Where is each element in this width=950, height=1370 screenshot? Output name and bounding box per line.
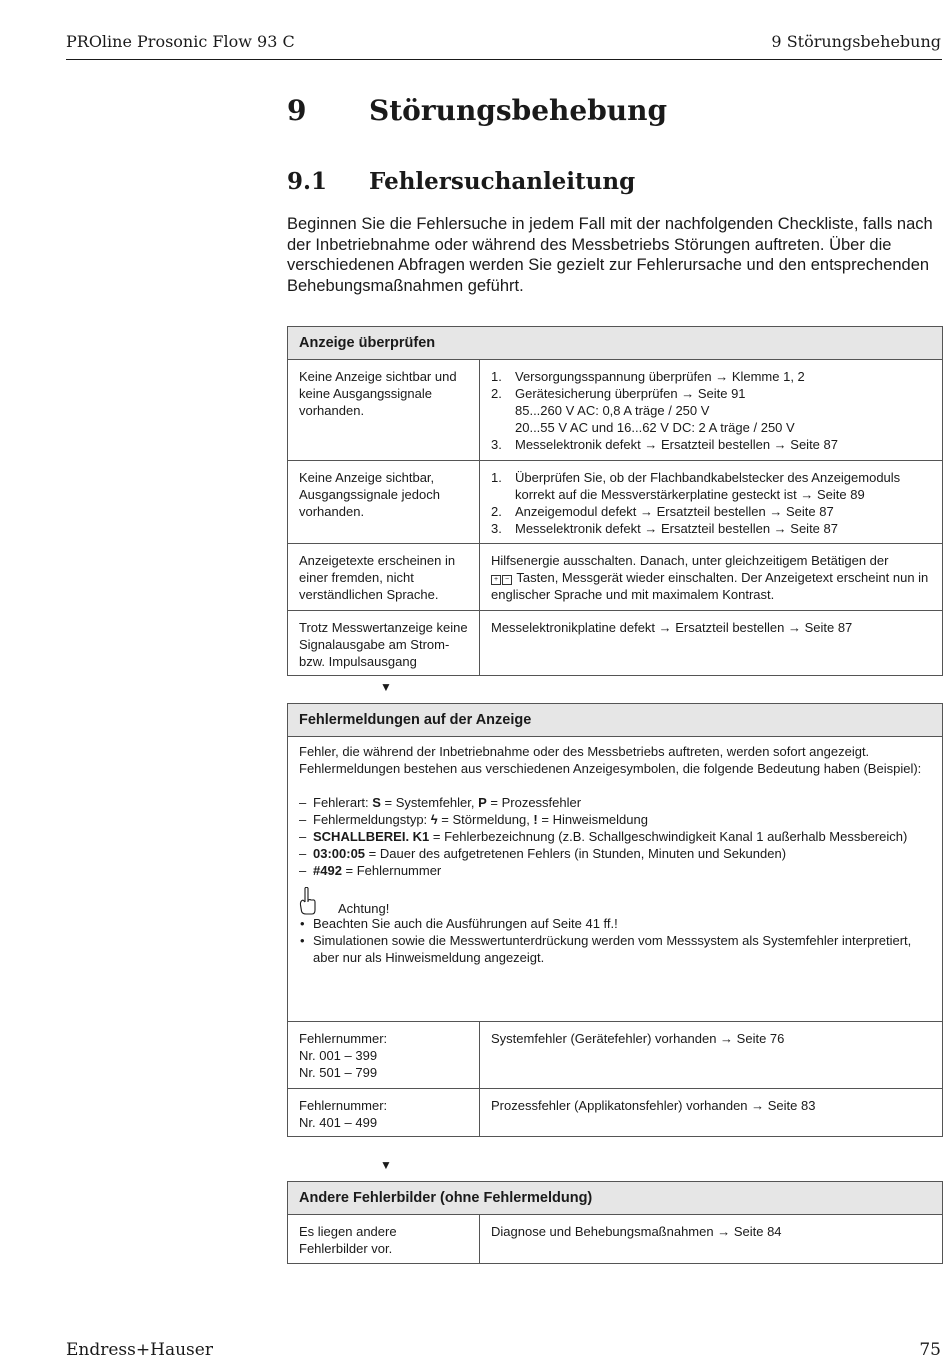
flow-arrow-down-icon: ▼ — [380, 1158, 392, 1172]
step-item: 3. Messelektronik defekt → Ersatzteil bestellen → Seite 87 — [491, 437, 838, 452]
box-title: Anzeige überprüfen — [288, 327, 942, 360]
step-item: 1. Versorgungsspannung überprüfen → Klemme 1, 2 — [491, 369, 805, 384]
footer-brand-logo: Endress+Hauser — [66, 1340, 213, 1360]
note-title: Achtung! — [338, 901, 390, 916]
symptom-cell: Keine Anzeige sichtbar, Ausgangssignale jedoch vorhanden. — [288, 461, 480, 543]
box-title: Fehlermeldungen auf der Anzeige — [288, 704, 942, 737]
heading-1-title: Störungsbehebung — [369, 94, 668, 127]
error-number-cell: Fehlernummer: Nr. 001 – 399 Nr. 501 – 799 — [288, 1022, 480, 1088]
box-title: Andere Fehlerbilder (ohne Fehlermeldung) — [288, 1182, 942, 1215]
symbol-list-item: – #492 = Fehlernummer — [299, 863, 442, 878]
remedy-cell: Hilfsenergie ausschalten. Danach, unter gleichzeitigem Betätigen der + − Tasten, Messgerät wieder einschalten. Der Anzeigetext erscheint nun in englischer Sprache und mit maximalem Kontrast. — [491, 553, 929, 602]
symbol-list — [299, 794, 931, 879]
table-row — [288, 360, 942, 460]
header-section: 9 Störungsbehebung — [771, 32, 941, 51]
minus-key-icon: − — [502, 575, 512, 585]
symbol-list-item: – 03:00:05 = Dauer des aufgetretenen Fehlers (in Stunden, Minuten und Sekunden) — [299, 846, 787, 861]
intro-paragraph: Beginnen Sie die Fehlersuche in jedem Fall mit der nachfolgenden Checkliste, falls nach der Inbetriebnahme oder während des Messbetriebs Störungen auftreten. Über die verschiedenen Abfragen werden Sie gezielt zur Fehlerursache und den entsprechenden Behebungsmaßnahmen geführt. — [287, 215, 933, 295]
error-explanation — [288, 737, 942, 1021]
table-row — [288, 610, 942, 675]
symbol-list-item: – Fehlerart: S = Systemfehler, P = Prozessfehler — [299, 795, 582, 810]
step-item: 2. Gerätesicherung überprüfen → Seite 91 85...260 V AC: 0,8 A träge / 250 V 20...55 V AC und 16...62 V DC: 2 A träge / 250 V — [491, 386, 795, 435]
step-item: 1. Überprüfen Sie, ob der Flachbandkabelstecker des Anzeigemoduls korrekt auf die Messverstärkerplatine gesteckt ist → Seite 89 — [491, 470, 901, 502]
note-item: • Simulationen sowie die Messwertunterdrückung werden vom Messsystem als Systemfehler interpretiert, aber nur als Hinweismeldung angezeigt. — [300, 933, 912, 965]
symptom-cell: Es liegen andere Fehlerbilder vor. — [288, 1215, 480, 1263]
symptom-cell: Keine Anzeige sichtbar und keine Ausgangssignale vorhanden. — [288, 360, 480, 460]
pointing-hand-icon — [299, 887, 317, 915]
page-number: 75 — [919, 1340, 941, 1360]
symbol-list-item: – SCHALLBEREI. K1 = Fehlerbezeichnung (z.B. Schallgeschwindigkeit Kanal 1 außerhalb Messbereich) — [299, 829, 908, 844]
header-rule — [66, 59, 942, 60]
check-box-display — [287, 326, 943, 676]
heading-1-number: 9 — [287, 94, 307, 127]
check-box-error-messages — [287, 703, 943, 1137]
heading-2-title: Fehlersuchanleitung — [369, 168, 636, 195]
error-number-cell: Fehlernummer: Nr. 401 – 499 — [288, 1089, 480, 1136]
remedy-cell — [480, 360, 942, 460]
remedy-cell: Messelektronikplatine defekt → Ersatzteil bestellen → Seite 87 — [491, 620, 853, 635]
remedy-cell: Prozessfehler (Applikatonsfehler) vorhanden → Seite 83 — [491, 1098, 816, 1113]
table-row — [288, 543, 942, 610]
note-item: • Beachten Sie auch die Ausführungen auf Seite 41 ff.! — [300, 916, 618, 931]
plus-key-icon: + — [491, 575, 501, 585]
symbol-list-item: – Fehlermeldungstyp: ϟ = Störmeldung, ! = Hinweismeldung — [299, 812, 648, 827]
remedy-cell: Diagnose und Behebungsmaßnahmen → Seite 84 — [491, 1224, 782, 1239]
header-product: PROline Prosonic Flow 93 C — [66, 32, 295, 51]
step-item: 3. Messelektronik defekt → Ersatzteil bestellen → Seite 87 — [491, 521, 838, 536]
symptom-cell: Anzeigetexte erscheinen in einer fremden, nicht verständlichen Sprache. — [288, 544, 480, 610]
flow-arrow-down-icon: ▼ — [380, 680, 392, 694]
table-row — [288, 460, 942, 543]
table-row — [288, 1215, 942, 1263]
table-row — [288, 1021, 942, 1088]
error-intro: Fehler, die während der Inbetriebnahme oder des Messbetriebs auftreten, werden sofort angezeigt. Fehlermeldungen bestehen aus verschiedenen Anzeigesymbolen, die folgende Bedeutung haben (Beispiel): — [299, 744, 922, 776]
remedy-cell: Systemfehler (Gerätefehler) vorhanden → Seite 76 — [491, 1031, 785, 1046]
step-item: 2. Anzeigemodul defekt → Ersatzteil bestellen → Seite 87 — [491, 504, 834, 519]
check-box-other-errors — [287, 1181, 943, 1264]
note-list — [299, 915, 931, 966]
heading-2-number: 9.1 — [287, 168, 328, 195]
remedy-cell — [480, 461, 942, 543]
table-row — [288, 1088, 942, 1136]
symptom-cell: Trotz Messwertanzeige keine Signalausgabe am Strom- bzw. Impulsausgang — [288, 611, 480, 675]
